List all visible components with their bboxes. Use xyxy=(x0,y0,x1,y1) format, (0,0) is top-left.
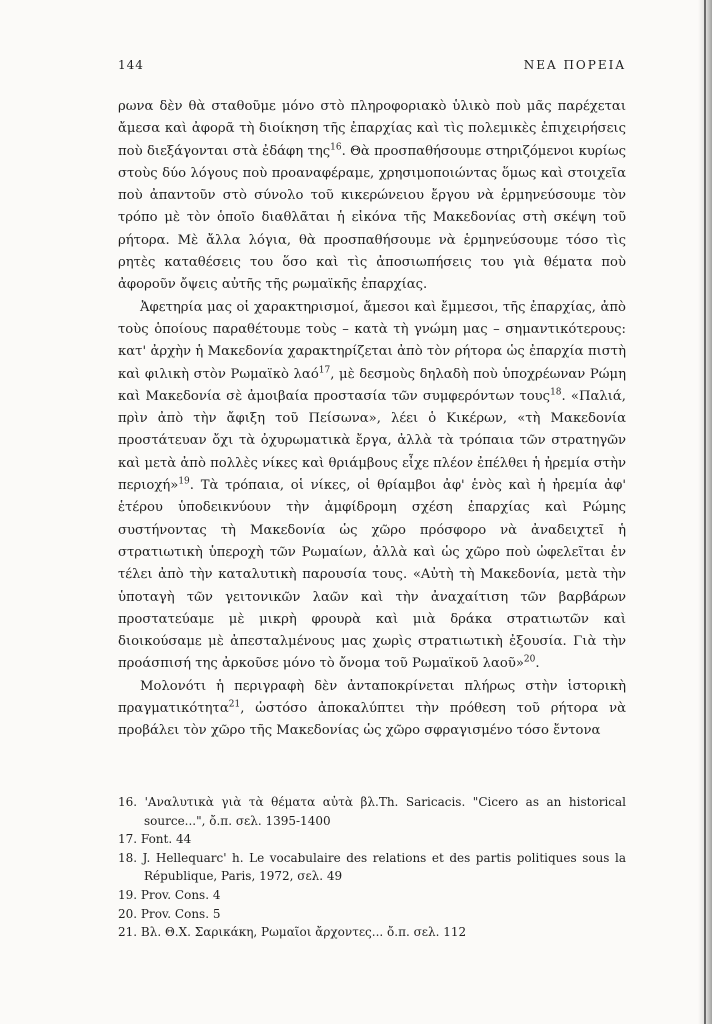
text-run: ρωνα δὲν θὰ σταθοῦμε μόνο στὸ πληροφοριακὸ ὑλικὸ ποὺ μᾶς παρέχεται ἄμεσα καὶ ἀφορᾶ τὴ διοίκηση τῆς ἐπαρχίας καὶ τὶς πολεμικὲς ἐπιχειρήσεις ποὺ διεξάγονται στὰ ἐδάφη της xyxy=(118,99,626,159)
footnote-ref: 18 xyxy=(550,387,562,398)
page-edge-line xyxy=(704,0,706,1024)
text-run: Μολονότι ἡ περιγραφὴ δὲν ἀνταποκρίνεται πλήρως στὴν ἱστορικὴ πραγματικότητα xyxy=(118,678,626,717)
footnote: 20. Prov. Cons. 5 xyxy=(118,906,221,921)
text-run: , μὲ δεσμοὺς δηλαδὴ ποὺ ὑποχρέωναν Ρώμη καὶ Μακεδονία σὲ ἀμοιβαία προστασία τῶν συμφερόντων τους xyxy=(118,366,626,404)
body-text xyxy=(118,96,626,743)
paragraph xyxy=(118,676,626,743)
footnote-ref: 17 xyxy=(318,365,331,376)
running-title: ΝΕΑ ΠΟΡΕΙΑ xyxy=(523,58,626,72)
text-run: Ἀφετηρία μας οἱ χαρακτηρισμοί, ἄμεσοι καὶ ἔμμεσοι, τῆς ἐπαρχίας, ἀπὸ τοὺς ὁποίους παραθέτουμε τοὺς – κατὰ τὴ γνώμη μας – σημαντικότερους: κατ' ἀρχὴν ἡ Μακεδονία χαρακτηρίζεται ἀπὸ τὸν ρήτορα ὡς ἐπαρχία πιστὴ καὶ φιλικὴ στὸν Ρωμαϊκὸ λαό xyxy=(118,299,626,382)
text-run: . xyxy=(535,656,540,672)
footnote-ref: 19 xyxy=(178,476,190,487)
text-run: . Τὰ τρόπαια, οἱ νίκες, οἱ θρίαμβοι ἀφ' ἑνὸς καὶ ἡ ἠρεμία ἀφ' ἑτέρου ὑποδεικνύουν τὴν ἀμφίδρομη σχέση ἐπαρχίας καὶ Ρώμης συστήνοντας τὴ Μακεδονία ὡς χῶρο πρόσφορο νὰ ἀναδειχτεῖ ἡ στρατιωτικὴ ὑπεροχὴ τῶν Ρωμαίων, ἀλλὰ καὶ ὡς χῶρο ποὺ ὠφελεῖται ἐν τέλει ἀπὸ τὴν καταλυτικὴ παρουσία τους. «Αὐτὴ τὴ Μακεδονία, μετὰ τὴν ὑποταγὴ τῶν γειτονικῶν λαῶν καὶ τὴν ἀναχαίτιση τῶν βαρβάρων προστατεύαμε μὲ μικρὴ φρουρὰ καὶ μιὰ δράκα στρατιωτῶν καὶ διοικούσαμε μὲ ἀπεσταλμένους μας χωρὶς στρατιωτικὴ ἐξουσία. Γιὰ τὴν προάσπισή της ἀρκοῦσε μόνο τὸ ὄνομα τοῦ Ρωμαϊκοῦ λαοῦ» xyxy=(118,478,626,672)
footnote: 16. 'Αναλυτικὰ γιὰ τὰ θέματα αὐτὰ βλ.Th. Saricacis. "Cicero as an historical source...", ὄ.π. σελ. 1395-1400 xyxy=(118,795,626,828)
footnote: 18. J. Hellequarc' h. Le vocabulaire des relations et des partis politiques sous la République, Paris, 1972, σελ. 49 xyxy=(118,850,626,884)
paragraph xyxy=(118,297,626,676)
text-run: . «Παλιά, πρὶν ἀπὸ τὴν ἄφιξη τοῦ Πείσωνα», λέει ὁ Κικέρων, «τὴ Μακεδονία προστάτευαν ὄχι τὰ ὀχυρωματικὰ ἔργα, ἀλλὰ τὰ τρόπαια τῶν στρατηγῶν καὶ μετὰ ἀπὸ πολλὲς νίκες καὶ θριάμβους εἶχε πλέον ἐπέλθει ἡ ἠρεμία στὴν περιοχή» xyxy=(118,388,627,494)
footnotes xyxy=(118,793,626,942)
text-run: , ὡστόσο ἀποκαλύπτει τὴν πρόθεση τοῦ ρήτορα νὰ προβάλει τὸν χῶρο τῆς Μακεδονίας ὡς χῶρο σφραγισμένο τόσο ἔντονα xyxy=(118,701,626,739)
footnote: 19. Prov. Cons. 4 xyxy=(118,887,221,902)
page-number: 144 xyxy=(118,58,144,72)
footnote: 17. Font. 44 xyxy=(118,832,192,847)
footnote-ref: 21 xyxy=(228,699,241,710)
footnote-ref: 20 xyxy=(523,655,536,666)
paragraph xyxy=(118,96,626,297)
text-run: . Θὰ προσπαθήσουμε στηριζόμενοι κυρίως στοὺς δύο λόγους ποὺ προαναφέραμε, χρησιμοποιώντας ὅμως καὶ στοιχεῖα ποὺ ἀπαντοῦν στὸ σύνολο τοῦ κικερώνειου ἔργου νὰ ἑρμηνεύσουμε τὸν τρόπο μὲ τὸν ὁποῖο διαθλᾶται ἡ εἰκόνα τῆς Μακεδονίας στὴ σκέψη τοῦ ρήτορα. Μὲ ἄλλα λόγια, θὰ προσπαθήσουμε νὰ ἑρμηνεύσουμε τόσο τὶς ρητὲς καταθέσεις του ὅσο καὶ τὶς ἀποσιωπήσεις του γιὰ θέματα ποὺ ἀφοροῦν ὄψεις αὐτῆς τῆς ρωμαϊκῆς ἐπαρχίας. xyxy=(118,143,626,293)
footnote-ref: 16 xyxy=(330,142,342,153)
footnote: 21. Βλ. Θ.Χ. Σαρικάκη, Ρωμαῖοι ἄρχοντες... ὄ.π. σελ. 112 xyxy=(118,925,467,940)
